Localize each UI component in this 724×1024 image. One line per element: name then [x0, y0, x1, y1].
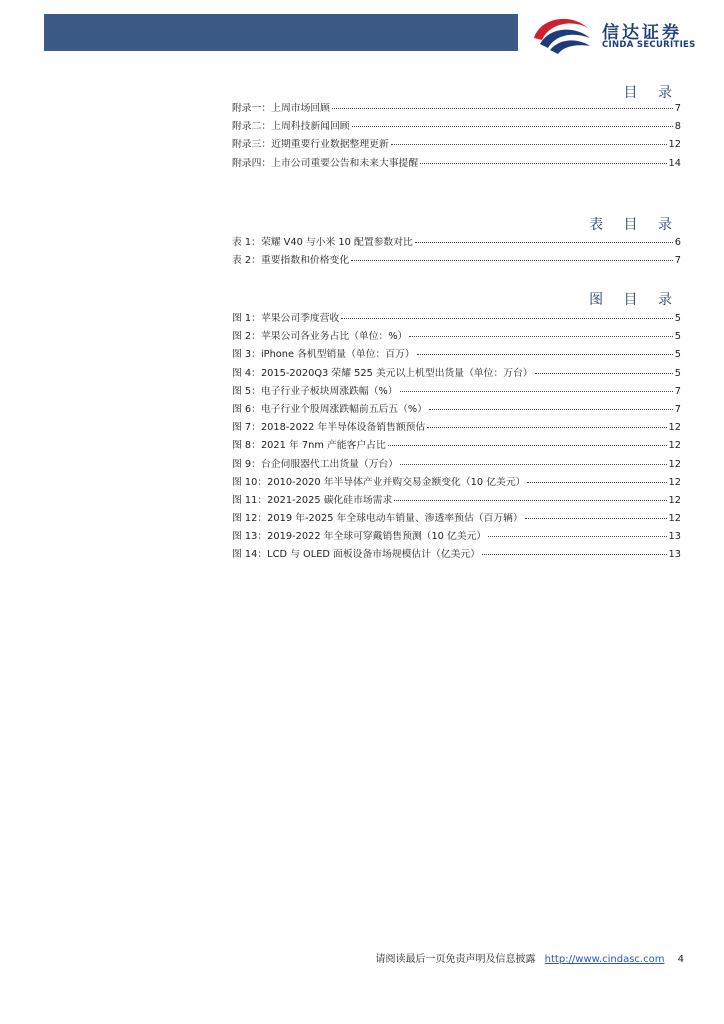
figure-toc-entry[interactable]: [232, 510, 681, 528]
dot-leader: [488, 536, 666, 537]
table-toc-entry-page: 6: [674, 237, 681, 248]
toc-entry-page: 12: [668, 139, 681, 151]
toc-entry[interactable]: [232, 100, 681, 118]
dot-leader: [391, 144, 667, 145]
figure-toc-entry[interactable]: [232, 437, 681, 455]
footer-website-link[interactable]: http://www.cindasc.com: [544, 954, 665, 965]
dot-leader: [525, 518, 667, 519]
figure-toc-entry-label: 图 3：iPhone 各机型销量（单位：百万）: [232, 349, 415, 361]
figure-toc-entry-label: 图 4：2015-2020Q3 荣耀 525 美元以上机型出货量（单位：万台）: [232, 367, 533, 379]
figure-toc-entry-page: 5: [674, 313, 681, 324]
figure-toc-entry-label: 图 1：苹果公司季度营收: [232, 313, 340, 324]
figure-toc-entry-label: 图 13：2019-2022 年全球可穿戴销售预测（10 亿美元）: [232, 531, 487, 543]
toc-entry[interactable]: [232, 136, 681, 154]
dot-leader: [400, 464, 666, 465]
dot-leader: [341, 318, 672, 319]
figure-toc-entry-label: 图 6：电子行业个股周涨跌幅前五后五（%）: [232, 403, 427, 415]
figure-toc-entry-label: 图 8：2021 年 7nm 产能客户占比: [232, 440, 386, 452]
toc-entry[interactable]: [232, 155, 681, 173]
figure-toc-entry-page: 12: [668, 476, 681, 488]
figure-toc-entry-page: 5: [674, 331, 681, 343]
toc-entry-label: 附录三：近期重要行业数据整理更新: [232, 139, 389, 151]
dot-leader: [535, 373, 673, 374]
figure-toc-entry-label: 图 2：苹果公司各业务占比（单位：%）: [232, 331, 408, 343]
cinda-logo: [530, 12, 710, 56]
figure-toc-entry[interactable]: [232, 528, 681, 546]
page-number: 4: [677, 954, 684, 965]
header-banner: [44, 14, 518, 51]
figure-toc-entry-label: 图 12：2019 年-2025 年全球电动车销量、渗透率预估（百万辆）: [232, 513, 523, 525]
toc-entry-label: 附录一：上周市场回顾: [232, 103, 330, 114]
dot-leader: [352, 126, 673, 127]
figure-toc-entry-page: 13: [668, 549, 681, 561]
table-toc-entry[interactable]: [232, 252, 681, 270]
figure-toc-entry[interactable]: [232, 310, 681, 328]
figure-toc-entry-page: 7: [674, 403, 681, 415]
figure-toc-entry-page: 12: [668, 458, 681, 470]
toc-tables-list: [232, 234, 681, 270]
dot-leader: [388, 445, 667, 446]
toc-entry-page: 7: [674, 103, 681, 114]
table-toc-entry[interactable]: [232, 234, 681, 252]
dot-leader: [420, 163, 666, 164]
figure-toc-entry-page: 12: [668, 494, 681, 506]
figure-toc-entry-page: 12: [668, 440, 681, 452]
figure-toc-entry-page: 5: [674, 349, 681, 361]
figure-toc-entry[interactable]: [232, 456, 681, 474]
dot-leader: [429, 409, 673, 410]
figure-toc-entry-page: 12: [668, 422, 681, 434]
cinda-logo-mark-icon: [530, 14, 594, 54]
brand-name-cn: 信达证券: [602, 23, 682, 43]
figure-toc-entry-label: 图 5：电子行业子板块周涨跌幅（%）: [232, 385, 398, 397]
figure-toc-entry-label: 图 9：台企伺服器代工出货量（万台）: [232, 458, 399, 470]
table-toc-entry-label: 表 2：重要指数和价格变化: [232, 255, 350, 267]
brand-name-en: CINDA SECURITIES: [602, 40, 696, 50]
figure-toc-entry[interactable]: [232, 383, 681, 401]
toc-appendix-list: [232, 100, 681, 173]
figure-toc-entry[interactable]: [232, 346, 681, 364]
dot-leader: [482, 554, 667, 555]
figure-toc-entry-label: 图 10：2010-2020 年半导体产业并购交易金额变化（10 亿美元）: [232, 476, 526, 488]
figure-toc-entry-label: 图 7：2018-2022 年半导体设备销售额预估: [232, 422, 426, 434]
figure-toc-entry-page: 12: [668, 513, 681, 525]
toc-figures-list: [232, 310, 681, 565]
table-toc-entry-page: 7: [674, 255, 681, 267]
dot-leader: [332, 108, 673, 109]
figure-toc-entry-page: 5: [674, 367, 681, 379]
toc-entry[interactable]: [232, 118, 681, 136]
dot-leader: [409, 336, 672, 337]
toc-entry-label: 附录四：上市公司重要公告和未来大事提醒: [232, 157, 419, 169]
figure-toc-entry-label: 图 11：2021-2025 碳化硅市场需求: [232, 494, 393, 506]
figure-toc-entry-page: 13: [668, 531, 681, 543]
toc-entry-page: 14: [668, 157, 681, 169]
figure-toc-entry[interactable]: [232, 365, 681, 383]
dot-leader: [427, 427, 666, 428]
toc-entry-page: 8: [674, 121, 681, 133]
figure-toc-entry-page: 7: [674, 385, 681, 397]
figure-toc-entry-label: 图 14：LCD 与 OLED 面板设备市场规模估计（亿美元）: [232, 549, 481, 561]
figure-toc-entry[interactable]: [232, 328, 681, 346]
page-footer: [375, 950, 684, 965]
figure-toc-entry[interactable]: [232, 474, 681, 492]
toc-title: 目 录: [623, 85, 680, 101]
dot-leader: [415, 242, 673, 243]
figure-toc-entry[interactable]: [232, 492, 681, 510]
figure-toc-entry[interactable]: [232, 401, 681, 419]
table-toc-title: 表 目 录: [589, 217, 680, 233]
figure-toc-entry[interactable]: [232, 546, 681, 564]
dot-leader: [417, 354, 673, 355]
dot-leader: [527, 482, 666, 483]
dot-leader: [400, 391, 673, 392]
figure-toc-entry[interactable]: [232, 419, 681, 437]
table-toc-entry-label: 表 1：荣耀 V40 与小米 10 配置参数对比: [232, 237, 413, 248]
toc-entry-label: 附录二：上周科技新闻回顾: [232, 121, 350, 133]
dot-leader: [351, 260, 673, 261]
dot-leader: [394, 500, 666, 501]
footer-disclaimer: 请阅读最后一页免责声明及信息披露: [375, 954, 536, 965]
figure-toc-title: 图 目 录: [589, 292, 680, 308]
